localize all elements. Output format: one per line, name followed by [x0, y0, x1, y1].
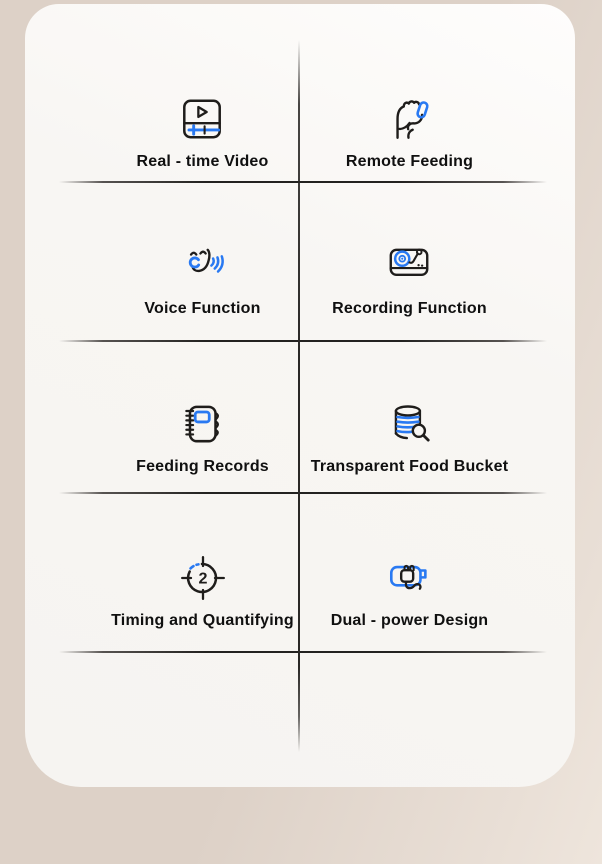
feature-voice-function	[25, 182, 300, 341]
icon-box	[178, 553, 228, 603]
feature-label: Dual - power Design	[330, 612, 489, 629]
feature-label: Real - time Video	[136, 153, 269, 170]
feature-label: Recording Function	[332, 300, 487, 317]
icon-box	[384, 94, 434, 144]
feature-content	[136, 399, 269, 476]
feature-label: Transparent Food Bucket	[310, 458, 509, 475]
feature-grid	[25, 4, 575, 787]
feature-label: Remote Feeding	[345, 153, 474, 170]
feature-card	[25, 4, 575, 787]
feature-recording-function	[300, 182, 575, 341]
video-player-icon	[177, 94, 227, 144]
icon-box	[177, 241, 227, 291]
feature-content	[136, 94, 268, 171]
voice-face-icon	[177, 241, 227, 291]
feature-feeding-records	[25, 341, 300, 493]
notebook-icon	[178, 399, 228, 449]
feature-row-3	[25, 341, 575, 493]
timer-dial-number: 2	[198, 569, 207, 588]
fist-remote-icon	[384, 94, 434, 144]
feature-row-empty	[25, 652, 575, 787]
icon-box	[178, 399, 228, 449]
battery-plug-icon	[384, 553, 434, 603]
feature-content	[331, 553, 489, 630]
icon-box	[177, 94, 227, 144]
feature-row-2	[25, 182, 575, 341]
feature-content	[111, 553, 294, 630]
feature-transparent-food-bucket	[300, 341, 575, 493]
feature-label: Timing and Quantifying	[111, 612, 294, 629]
feature-dual-power-design	[300, 493, 575, 652]
feature-timing-quantifying	[25, 493, 300, 652]
feature-content	[346, 94, 473, 171]
feature-real-time-video	[25, 4, 300, 182]
feature-remote-feeding	[300, 4, 575, 182]
feature-content	[332, 241, 487, 318]
record-player-icon	[384, 241, 434, 291]
feature-row-4	[25, 493, 575, 652]
icon-box	[385, 399, 435, 449]
food-bucket-magnifier-icon	[385, 399, 435, 449]
feature-row-1	[25, 4, 575, 182]
feature-label: Feeding Records	[136, 458, 269, 475]
icon-box	[384, 553, 434, 603]
icon-box	[384, 241, 434, 291]
feature-content	[311, 399, 509, 476]
feature-content	[144, 241, 260, 318]
timer-dial-icon	[178, 553, 228, 603]
feature-label: Voice Function	[144, 300, 261, 317]
